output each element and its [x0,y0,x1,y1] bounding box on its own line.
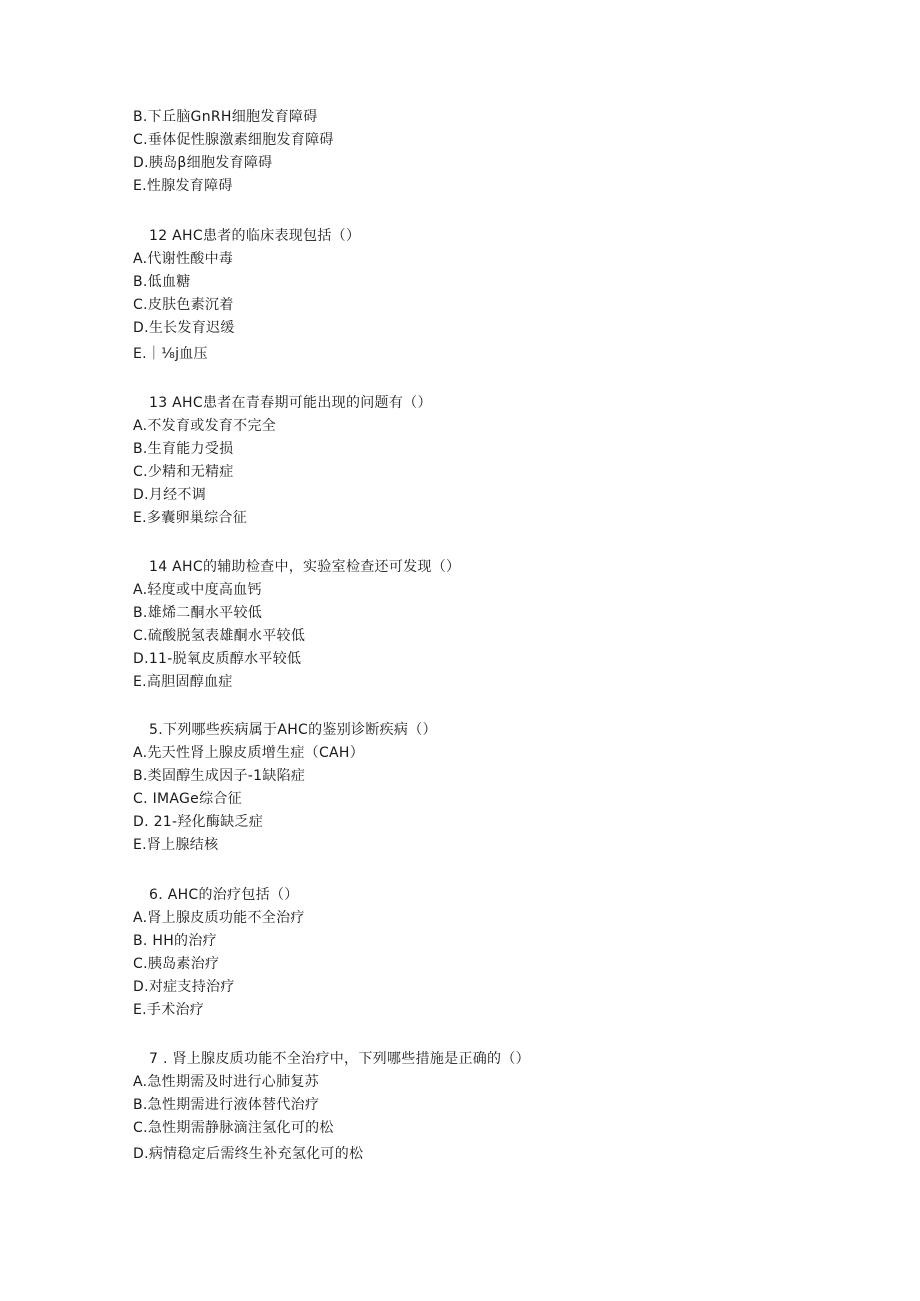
option-c: C.少精和无精症 [133,464,234,480]
previous-question-options [133,106,334,198]
option-a: A.急性期需及时进行心肺复苏 [133,1074,319,1090]
option-e: E.多囊卵巢综合征 [133,510,247,526]
option-b: B.类固醇生成因子-1缺陷症 [133,768,306,784]
question-title: 14 AHC的辅助检查中，实验室检查还可发现（） [149,559,461,575]
question-13 [133,392,432,530]
question-title: 5.下列哪些疾病属于AHC的鉴别诊断疾病（） [149,722,437,738]
question-title: 12 AHC患者的临床表现包括（） [149,228,361,244]
option-d: D. 21-羟化酶缺乏症 [133,814,264,830]
option-a: A.肾上腺皮质功能不全治疗 [133,910,305,926]
option-e: E.手术治疗 [133,1002,205,1018]
option-e: E.性腺发育障碍 [133,178,233,194]
option-b: B. HH的治疗 [133,933,217,949]
option-d: D.生长发育迟缓 [133,320,235,336]
option-a: A.轻度或中度高血钙 [133,582,262,598]
option-d: D.胰岛β细胞发育障碍 [133,155,273,171]
option-b: B.急性期需进行液体替代治疗 [133,1097,320,1113]
option-a: A.先天性肾上腺皮质增生症（CAH） [133,745,365,761]
option-c: C.急性期需静脉滴注氢化可的松 [133,1120,334,1136]
option-c: C.垂体促性腺激素细胞发育障碍 [133,132,334,148]
option-e: E.｜⅛j血压 [133,346,208,362]
question-title: 6. AHC的治疗包括（） [149,887,299,903]
question-title: 7 . 肾上腺皮质功能不全治疗中，下列哪些措施是正确的（） [149,1051,530,1067]
question-14 [133,556,460,694]
option-c: C. IMAGe综合征 [133,791,242,807]
option-b: B.雄烯二酮水平较低 [133,605,263,621]
option-c: C.皮肤色素沉着 [133,297,234,313]
option-e: E.高胆固醇血症 [133,674,233,690]
option-b: B.低血糖 [133,274,191,290]
question-5 [133,719,437,857]
question-6 [133,884,305,1022]
option-c: C.胰岛素治疗 [133,956,220,972]
option-d: D.对症支持治疗 [133,979,235,995]
option-d: D.11-脱氧皮质醇水平较低 [133,651,302,667]
option-a: A.代谢性酸中毒 [133,251,234,267]
question-7 [133,1048,530,1166]
option-a: A.不发育或发育不完全 [133,418,277,434]
option-e: E.肾上腺结核 [133,837,219,853]
option-b: B.下丘脑GnRH细胞发育障碍 [133,109,318,125]
option-d: D.月经不调 [133,487,207,503]
option-b: B.生育能力受损 [133,441,234,457]
question-title: 13 AHC患者在青春期可能出现的问题有（） [149,395,432,411]
option-c: C.硫酸脱氢表雄酮水平较低 [133,628,306,644]
option-d: D.病情稳定后需终生补充氢化可的松 [133,1146,364,1162]
question-12 [133,225,360,366]
